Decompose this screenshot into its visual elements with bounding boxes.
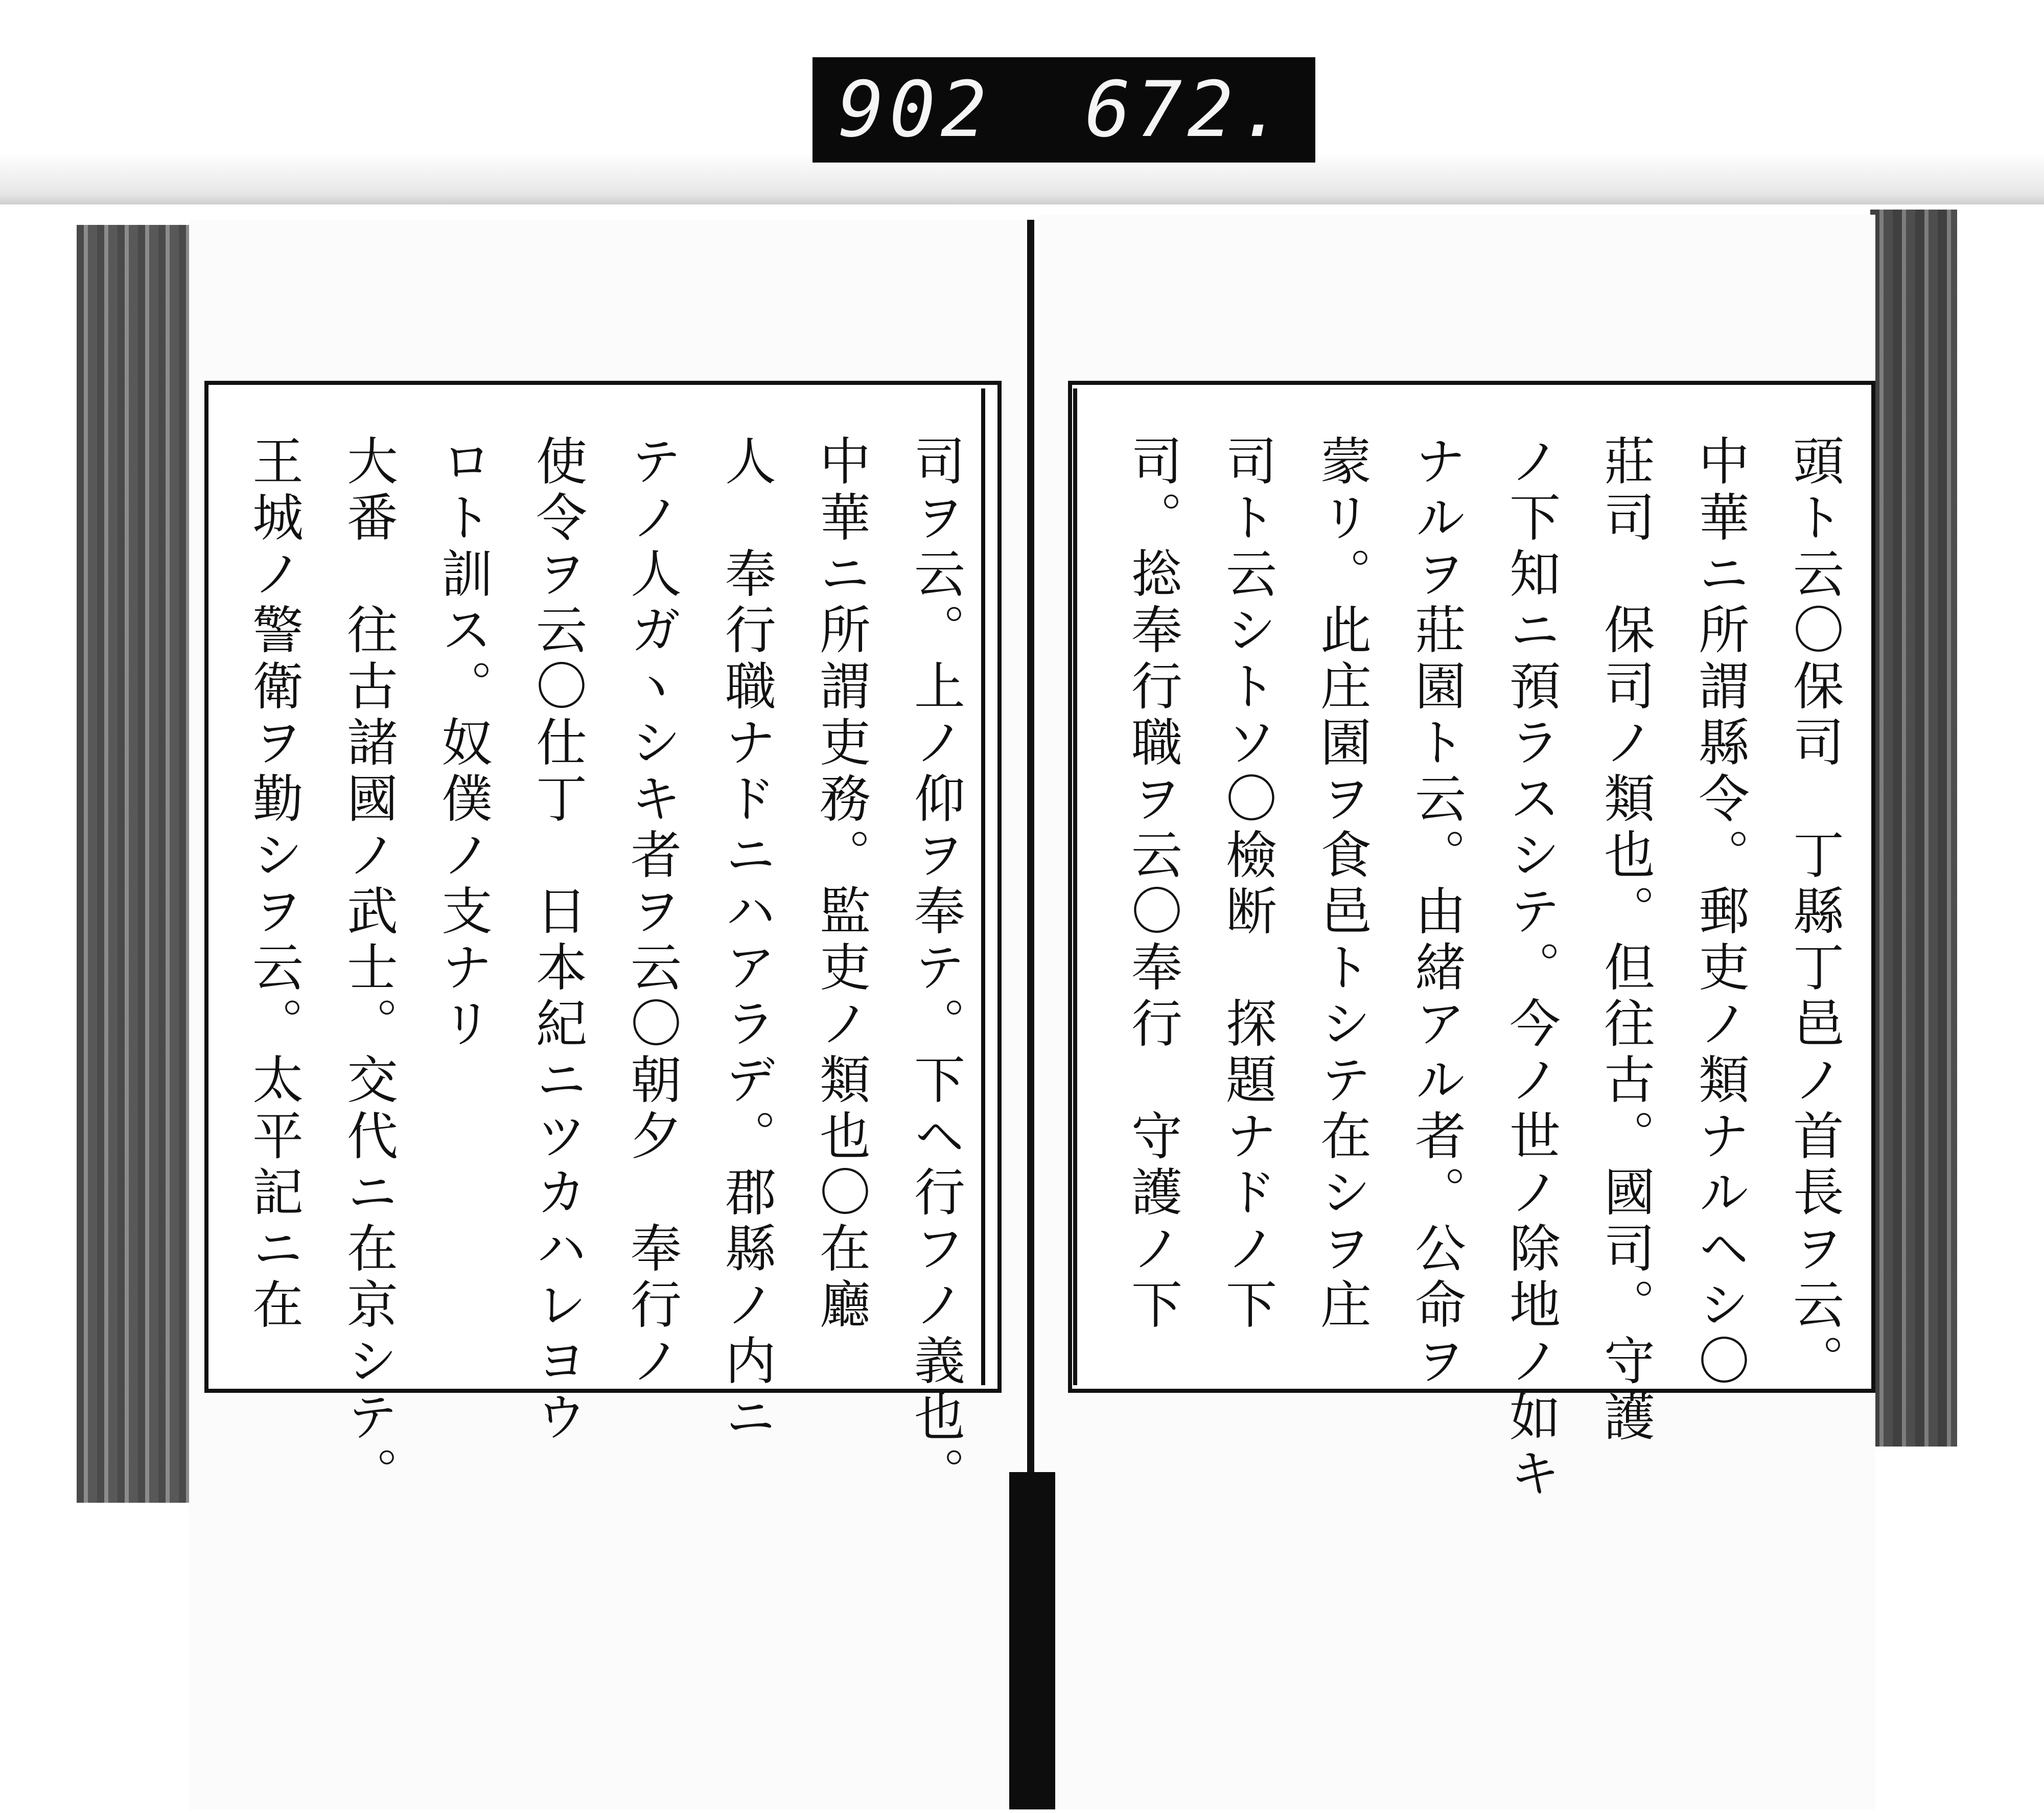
right-frame-inner-rule <box>1073 388 1077 1385</box>
right-page-column-7: 司ト云シトソ〇檢断 探題ナドノ下 <box>1217 434 1277 1334</box>
right-page-column-4: ノ下知ニ預ラスシテ。今ノ世ノ除地ノ如キ <box>1501 434 1561 1503</box>
left-page-column-4: テノ人ガヽシキ者ヲ云〇朝夕 奉行ノ <box>622 434 682 1390</box>
catalog-number-left: 902 <box>838 65 992 154</box>
catalog-number-right: 672. <box>1084 65 1290 154</box>
book-edge-right <box>1870 210 1957 1447</box>
left-page-column-1: 司ヲ云。上ノ仰ヲ奉テ。下ヘ行フノ義也。 <box>905 434 965 1503</box>
book-gutter-shadow <box>1009 1472 1055 1809</box>
left-page-column-6: ロト訓ス。奴僕ノ支ナリ <box>433 434 493 1053</box>
right-page-column-5: ナルヲ莊園ト云。由緒アル者。公命ヲ <box>1406 434 1466 1390</box>
left-page-column-7: 大番 往古諸國ノ武士。交代ニ在京シテ。 <box>338 434 398 1503</box>
book-edge-left <box>77 225 194 1503</box>
catalog-number-label <box>812 57 1315 163</box>
left-text-frame <box>204 381 1002 1393</box>
left-page-column-2: 中華ニ所謂吏務。監吏ノ類也〇在廳 <box>811 434 871 1334</box>
left-frame-inner-rule <box>981 388 985 1385</box>
right-page-column-1: 頭ト云〇保司 丁縣丁邑ノ首長ヲ云。 <box>1784 434 1844 1390</box>
right-page-column-3: 莊司 保司ノ類也。但往古。國司。守護 <box>1595 434 1655 1447</box>
left-page-column-3: 人 奉行職ナドニハアラデ。郡縣ノ内ニ <box>716 434 776 1447</box>
left-page-column-8: 王城ノ警衛ヲ勤シヲ云。太平記ニ在 <box>244 434 304 1334</box>
left-page-column-5: 使令ヲ云〇仕丁 日本紀ニツカハレヨウ <box>527 434 587 1447</box>
right-page-column-6: 蒙リ。此庄園ヲ食邑トシテ在シヲ庄 <box>1312 434 1372 1334</box>
right-page-column-2: 中華ニ所謂縣令。郵吏ノ類ナルヘシ〇 <box>1690 434 1750 1390</box>
right-text-frame <box>1068 381 1875 1393</box>
right-page-column-8: 司。捴奉行職ヲ云〇奉行 守護ノ下 <box>1123 434 1182 1334</box>
